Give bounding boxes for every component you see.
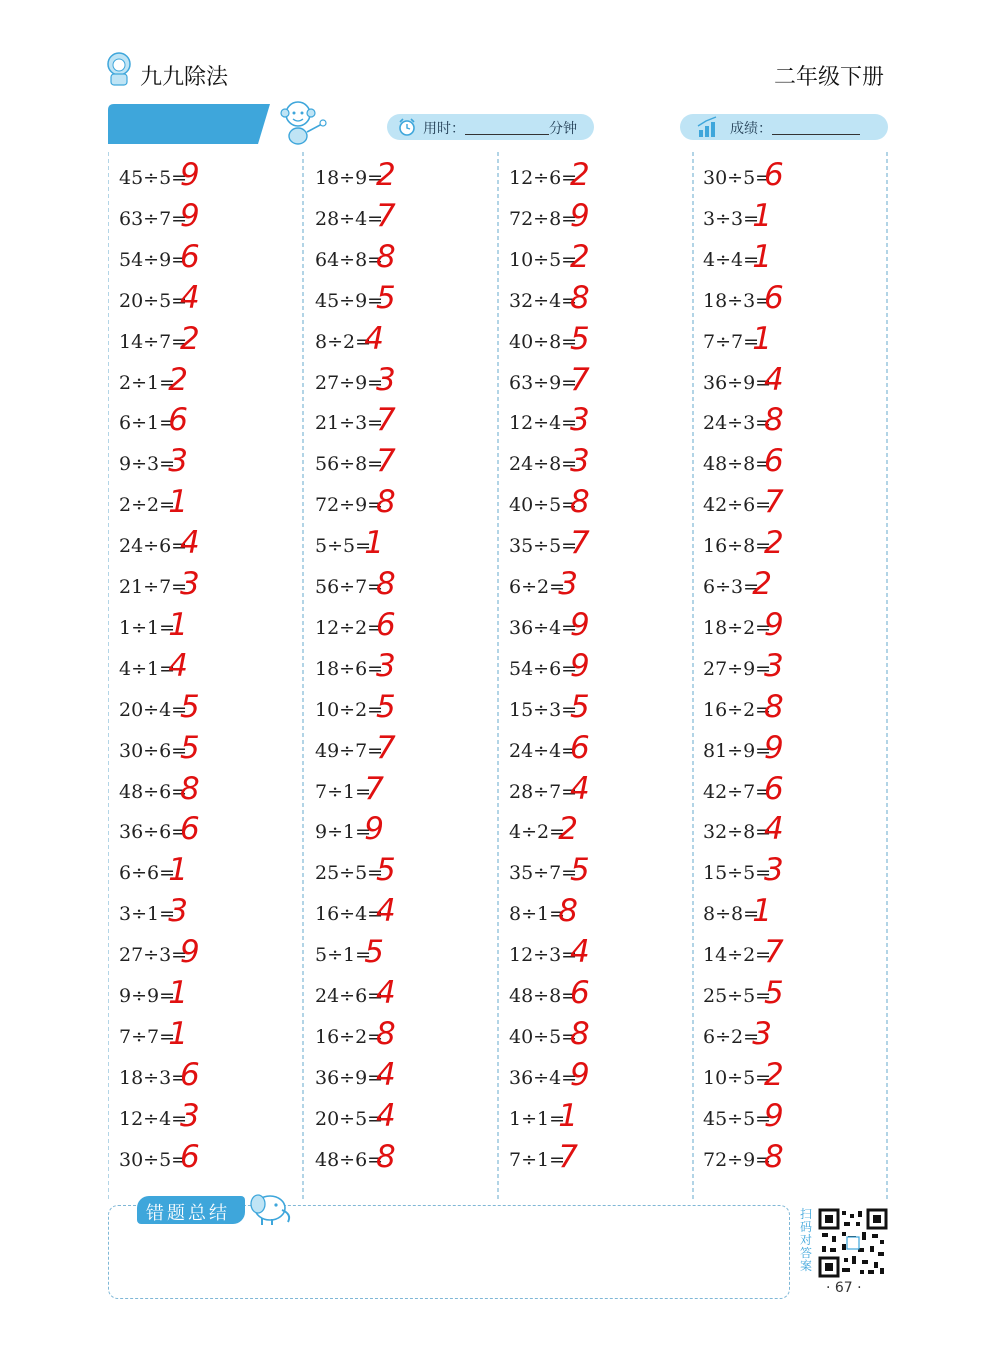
division-problem: 6÷1= — [119, 412, 176, 435]
division-problem: 12÷4= — [119, 1107, 188, 1130]
time-unit: 分钟 — [549, 121, 577, 137]
handwritten-answer[interactable]: 6 — [570, 729, 590, 766]
division-problem: 25÷5= — [315, 862, 384, 885]
time-blank[interactable] — [465, 134, 549, 135]
score-label: 成绩： — [730, 121, 772, 137]
handwritten-answer[interactable]: 6 — [764, 279, 784, 316]
handwritten-answer[interactable]: 6 — [180, 811, 200, 848]
handwritten-answer[interactable]: 4 — [376, 1056, 396, 1093]
division-problem: 14÷2= — [703, 944, 772, 967]
handwritten-answer[interactable]: 1 — [168, 975, 188, 1011]
handwritten-answer[interactable]: 6 — [168, 402, 188, 439]
division-problem: 6÷3= — [703, 576, 760, 598]
handwritten-answer[interactable]: 1 — [752, 320, 772, 357]
handwritten-answer[interactable]: 3 — [168, 443, 188, 480]
handwritten-answer[interactable]: 5 — [570, 852, 590, 889]
division-problem: 45÷5= — [703, 1107, 772, 1130]
division-problem: 36÷9= — [315, 1066, 384, 1089]
division-problem: 1÷1= — [119, 616, 176, 639]
division-problem: 2÷2= — [119, 494, 176, 517]
division-problem: 35÷7= — [509, 862, 578, 885]
handwritten-answer[interactable]: 4 — [376, 1097, 396, 1134]
handwritten-answer[interactable]: 7 — [558, 1138, 578, 1175]
handwritten-answer[interactable]: 9 — [764, 1097, 784, 1134]
handwritten-answer[interactable]: 8 — [764, 688, 784, 725]
handwritten-answer[interactable]: 9 — [570, 1056, 590, 1093]
handwritten-answer[interactable]: 7 — [376, 443, 396, 480]
division-problem: 20÷4= — [119, 698, 188, 721]
handwritten-answer[interactable]: 2 — [570, 157, 590, 193]
handwritten-answer[interactable]: 2 — [764, 525, 784, 562]
score-blank[interactable] — [772, 134, 860, 135]
lion-mascot-icon — [106, 52, 132, 86]
handwritten-answer[interactable]: 8 — [180, 770, 200, 807]
division-problem: 18÷2= — [703, 616, 772, 639]
handwritten-answer[interactable]: 1 — [168, 1015, 188, 1052]
division-problem: 5÷5= — [315, 535, 372, 558]
handwritten-answer[interactable]: 9 — [180, 197, 200, 234]
division-problem: 24÷6= — [119, 535, 188, 558]
handwritten-answer[interactable]: 9 — [570, 197, 590, 234]
division-problem: 27÷9= — [315, 371, 384, 394]
division-problem: 63÷9= — [509, 371, 578, 394]
handwritten-answer[interactable]: 9 — [764, 606, 784, 643]
division-problem: 28÷7= — [509, 780, 578, 803]
handwritten-answer[interactable]: 8 — [376, 1138, 396, 1175]
division-problem: 18÷3= — [703, 289, 772, 312]
division-problem: 36÷6= — [119, 821, 188, 844]
handwritten-answer[interactable]: 4 — [570, 934, 590, 971]
handwritten-answer[interactable]: 3 — [376, 647, 396, 684]
handwritten-answer[interactable]: 8 — [570, 484, 590, 521]
division-problem: 18÷6= — [315, 657, 384, 680]
handwritten-answer[interactable]: 4 — [180, 279, 200, 316]
division-problem: 48÷8= — [703, 453, 772, 476]
handwritten-answer[interactable]: 9 — [180, 157, 200, 193]
division-problem: 63÷7= — [119, 207, 188, 230]
handwritten-answer[interactable]: 7 — [764, 484, 784, 521]
division-problem: 3÷3= — [703, 207, 760, 230]
division-problem: 24÷8= — [509, 453, 578, 476]
handwritten-answer[interactable]: 4 — [376, 893, 396, 930]
handwritten-answer[interactable]: 3 — [558, 566, 578, 602]
division-problem: 72÷9= — [703, 1148, 772, 1171]
handwritten-answer[interactable]: 6 — [180, 1056, 200, 1093]
handwritten-answer[interactable]: 7 — [364, 770, 384, 807]
trophy-chart-icon — [696, 116, 720, 138]
division-problem: 16÷8= — [703, 535, 772, 558]
handwritten-answer[interactable]: 4 — [364, 320, 384, 357]
division-problem: 72÷9= — [315, 494, 384, 517]
division-problem: 24÷6= — [315, 985, 384, 1007]
division-problem: 8÷8= — [703, 903, 760, 926]
division-problem: 20÷5= — [315, 1107, 384, 1130]
handwritten-answer[interactable]: 8 — [764, 402, 784, 439]
handwritten-answer[interactable]: 2 — [180, 320, 200, 357]
division-problem: 9÷3= — [119, 453, 176, 476]
handwritten-answer[interactable]: 5 — [570, 320, 590, 357]
handwritten-answer[interactable]: 3 — [752, 1015, 772, 1052]
handwritten-answer[interactable]: 7 — [570, 361, 590, 398]
division-problem: 36÷9= — [703, 371, 772, 394]
handwritten-answer[interactable]: 2 — [558, 811, 578, 848]
division-problem: 6÷2= — [509, 576, 566, 598]
checkin-label: 打卡第 — [14, 12, 83, 36]
handwritten-answer[interactable]: 6 — [180, 1138, 200, 1175]
monkey-mascot-icon — [276, 98, 328, 146]
division-problem: 32÷8= — [703, 821, 772, 844]
book-title: 九九除法 — [140, 65, 229, 90]
division-problem: 27÷3= — [119, 944, 188, 967]
division-problem: 48÷6= — [119, 780, 188, 803]
checkin-day-label: 天 — [128, 12, 149, 36]
division-problem: 7÷7= — [119, 1025, 176, 1048]
handwritten-answer[interactable]: 3 — [570, 443, 590, 480]
handwritten-answer[interactable]: 6 — [570, 975, 590, 1011]
handwritten-answer[interactable]: 7 — [376, 402, 396, 439]
division-problem: 15÷3= — [509, 698, 578, 721]
division-problem: 56÷8= — [315, 453, 384, 476]
handwritten-answer[interactable]: 8 — [376, 484, 396, 521]
division-problem: 42÷6= — [703, 494, 772, 517]
handwritten-answer[interactable]: 3 — [376, 361, 396, 398]
handwritten-answer[interactable]: 1 — [752, 893, 772, 930]
division-problem: 14÷7= — [119, 330, 188, 353]
division-problem: 45÷9= — [315, 289, 384, 312]
score-field — [680, 114, 888, 140]
handwritten-answer[interactable]: 1 — [364, 525, 384, 562]
division-problem: 56÷7= — [315, 576, 384, 598]
division-problem: 24÷3= — [703, 412, 772, 435]
division-problem: 16÷2= — [315, 1025, 384, 1048]
division-problem: 30÷5= — [119, 1148, 188, 1171]
handwritten-answer[interactable]: 7 — [764, 934, 784, 971]
handwritten-answer[interactable]: 5 — [180, 688, 200, 725]
division-problem: 5÷1= — [315, 944, 372, 967]
division-problem: 4÷4= — [703, 248, 760, 271]
division-problem: 45÷5= — [119, 167, 188, 189]
division-problem: 12÷4= — [509, 412, 578, 435]
division-problem: 12÷2= — [315, 616, 384, 639]
division-problem: 64÷8= — [315, 248, 384, 271]
division-problem: 28÷4= — [315, 207, 384, 230]
handwritten-answer[interactable]: 3 — [180, 1097, 200, 1134]
division-problem: 21÷7= — [119, 576, 188, 598]
division-problem: 36÷4= — [509, 616, 578, 639]
division-problem: 7÷1= — [509, 1148, 566, 1171]
division-problem: 1÷1= — [509, 1107, 566, 1130]
handwritten-answer[interactable]: 4 — [764, 361, 784, 398]
division-problem: 6÷6= — [119, 862, 176, 885]
division-problem: 9÷1= — [315, 821, 372, 844]
division-problem: 16÷4= — [315, 903, 384, 926]
division-problem: 4÷1= — [119, 657, 176, 680]
division-problem: 81÷9= — [703, 739, 772, 762]
division-problem: 10÷2= — [315, 698, 384, 721]
page-number: · 67 · — [826, 1280, 862, 1296]
division-problem: 24÷4= — [509, 739, 578, 762]
division-problem: 2÷1= — [119, 371, 176, 394]
handwritten-answer[interactable]: 5 — [376, 279, 396, 316]
handwritten-answer[interactable]: 9 — [570, 606, 590, 643]
division-problem: 10÷5= — [703, 1066, 772, 1089]
division-problem: 49÷7= — [315, 739, 384, 762]
division-problem: 72÷8= — [509, 207, 578, 230]
summary-label: 错题总结 — [146, 1203, 230, 1224]
division-problem: 18÷3= — [119, 1066, 188, 1089]
division-problem: 18÷9= — [315, 167, 384, 189]
division-problem: 36÷4= — [509, 1066, 578, 1089]
elephant-mascot-icon — [246, 1188, 294, 1226]
time-label: 用时： — [423, 121, 465, 137]
division-problem: 42÷7= — [703, 780, 772, 803]
division-problem: 54÷6= — [509, 657, 578, 680]
handwritten-answer[interactable]: 8 — [570, 279, 590, 316]
handwritten-answer[interactable]: 1 — [752, 238, 772, 275]
handwritten-answer[interactable]: 2 — [570, 238, 590, 275]
handwritten-answer[interactable]: 1 — [558, 1097, 578, 1134]
division-problem: 12÷3= — [509, 944, 578, 967]
division-problem: 40÷8= — [509, 330, 578, 353]
division-problem: 27÷9= — [703, 657, 772, 680]
handwritten-answer[interactable]: 7 — [376, 197, 396, 234]
handwritten-answer[interactable]: 8 — [558, 893, 578, 930]
handwritten-answer[interactable]: 8 — [376, 1015, 396, 1052]
handwritten-answer[interactable]: 5 — [764, 975, 784, 1011]
handwritten-answer[interactable]: 6 — [764, 443, 784, 480]
alarm-clock-icon — [397, 117, 417, 137]
division-problem: 9÷9= — [119, 985, 176, 1007]
handwritten-answer[interactable]: 9 — [570, 647, 590, 684]
handwritten-answer[interactable]: 1 — [168, 852, 188, 889]
qr-code-icon[interactable] — [818, 1208, 888, 1278]
grade-label: 二年级下册 — [773, 65, 884, 90]
division-problem: 54÷9= — [119, 248, 188, 271]
qr-label: 扫码对答案 — [800, 1207, 813, 1273]
handwritten-answer[interactable]: 3 — [764, 647, 784, 684]
handwritten-answer[interactable]: 6 — [764, 770, 784, 807]
division-problem: 30÷5= — [703, 167, 772, 189]
handwritten-answer[interactable]: 7 — [570, 525, 590, 562]
handwritten-answer[interactable]: 8 — [570, 1015, 590, 1052]
division-problem: 30÷6= — [119, 739, 188, 762]
division-problem: 10÷5= — [509, 248, 578, 271]
handwritten-answer[interactable]: 7 — [376, 729, 396, 766]
checkin-banner — [108, 104, 278, 144]
handwritten-answer[interactable]: 3 — [764, 852, 784, 889]
division-problem: 15÷5= — [703, 862, 772, 885]
handwritten-answer[interactable]: 1 — [752, 197, 772, 234]
handwritten-answer[interactable]: 4 — [376, 975, 396, 1011]
division-problem: 48÷8= — [509, 985, 578, 1007]
division-problem: 8÷2= — [315, 330, 372, 353]
handwritten-answer[interactable]: 6 — [764, 157, 784, 193]
handwritten-answer[interactable]: 9 — [764, 729, 784, 766]
division-problem: 40÷5= — [509, 494, 578, 517]
division-problem: 4÷2= — [509, 821, 566, 844]
handwritten-answer[interactable]: 9 — [180, 934, 200, 971]
handwritten-answer[interactable]: 5 — [376, 688, 396, 725]
handwritten-answer[interactable]: 2 — [752, 566, 772, 602]
handwritten-answer[interactable]: 2 — [376, 157, 396, 193]
handwritten-answer[interactable]: 1 — [168, 606, 188, 643]
handwritten-answer[interactable]: 5 — [364, 934, 384, 971]
division-problem: 32÷4= — [509, 289, 578, 312]
division-problem: 3÷1= — [119, 903, 176, 926]
handwritten-answer[interactable]: 8 — [376, 566, 396, 602]
division-problem: 6÷2= — [703, 1025, 760, 1048]
handwritten-answer[interactable]: 4 — [764, 811, 784, 848]
division-problem: 7÷7= — [703, 330, 760, 353]
handwritten-answer[interactable]: 3 — [180, 566, 200, 602]
division-problem: 25÷5= — [703, 985, 772, 1007]
handwritten-answer[interactable]: 5 — [570, 688, 590, 725]
handwritten-answer[interactable]: 4 — [180, 525, 200, 562]
handwritten-answer[interactable]: 8 — [376, 238, 396, 275]
division-problem: 12÷6= — [509, 167, 578, 189]
handwritten-answer[interactable]: 8 — [764, 1138, 784, 1175]
handwritten-answer[interactable]: 4 — [168, 647, 188, 684]
division-problem: 16÷2= — [703, 698, 772, 721]
division-problem: 8÷1= — [509, 903, 566, 926]
handwritten-answer[interactable]: 2 — [764, 1056, 784, 1093]
handwritten-answer[interactable]: 6 — [180, 238, 200, 275]
division-problem: 35÷5= — [509, 535, 578, 558]
division-problem: 7÷1= — [315, 780, 372, 803]
handwritten-answer[interactable]: 5 — [376, 852, 396, 889]
division-problem: 48÷6= — [315, 1148, 384, 1171]
division-problem: 21÷3= — [315, 412, 384, 435]
handwritten-answer[interactable]: 3 — [570, 402, 590, 439]
handwritten-answer[interactable]: 2 — [168, 361, 188, 398]
division-problem: 40÷5= — [509, 1025, 578, 1048]
handwritten-answer[interactable]: 1 — [168, 484, 188, 521]
division-problem: 20÷5= — [119, 289, 188, 312]
handwritten-answer[interactable]: 6 — [376, 606, 396, 643]
handwritten-answer[interactable]: 4 — [570, 770, 590, 807]
handwritten-answer[interactable]: 5 — [180, 729, 200, 766]
time-field — [387, 114, 594, 140]
handwritten-answer[interactable]: 3 — [168, 893, 188, 930]
handwritten-answer[interactable]: 9 — [364, 811, 384, 848]
